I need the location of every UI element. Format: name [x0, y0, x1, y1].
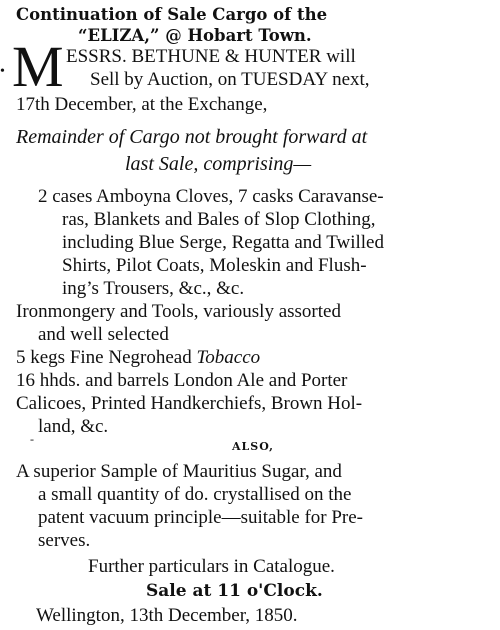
- subheading-line-2: last Sale, comprising—: [125, 153, 312, 175]
- intro-line-3: 17th December, at the Exchange,: [16, 94, 268, 115]
- item-line-10: Calicoes, Printed Handkerchiefs, Brown Hol-: [16, 393, 363, 414]
- item-line-8-italic: Tobacco: [196, 347, 261, 368]
- intro-line-1: ESSRS. BETHUNE & HUNTER will: [66, 46, 356, 67]
- sale-time: Sale at 11 o'Clock.: [146, 581, 323, 601]
- intro-line-2: Sell by Auction, on TUESDAY next,: [90, 69, 370, 90]
- heading-line-1: Continuation of Sale Cargo of the: [16, 5, 328, 24]
- also-line-3: patent vacuum principle—suitable for Pre-: [38, 507, 364, 528]
- also-line-4: serves.: [38, 530, 91, 551]
- further-particulars: Further particulars in Catalogue.: [88, 556, 335, 577]
- item-line-2: ras, Blankets and Bales of Slop Clothing,: [62, 209, 376, 230]
- also-label: ALSO,: [232, 440, 274, 453]
- item-line-8-text: 5 kegs Fine Negrohead: [16, 347, 192, 368]
- item-line-6: Ironmongery and Tools, variously assorted: [16, 301, 341, 322]
- item-line-11: land, &c.: [38, 416, 109, 437]
- margin-dash: -: [30, 432, 34, 446]
- item-line-5: ing’s Trousers, &c., &c.: [62, 278, 245, 299]
- item-line-8: [16, 347, 260, 369]
- item-line-7: and well selected: [38, 324, 169, 345]
- item-line-3: including Blue Serge, Regatta and Twilled: [62, 232, 384, 253]
- drop-cap: M: [12, 34, 64, 99]
- dateline: Wellington, 13th December, 1850.: [36, 605, 298, 626]
- also-line-2: a small quantity of do. crystallised on the: [38, 484, 352, 505]
- item-line-1: 2 cases Amboyna Cloves, 7 casks Caravanse-: [38, 186, 384, 207]
- item-line-9: 16 hhds. and barrels London Ale and Porter: [16, 370, 348, 391]
- item-line-4: Shirts, Pilot Coats, Moleskin and Flush-: [62, 255, 367, 276]
- subheading-line-1: Remainder of Cargo not brought forward at: [16, 126, 368, 148]
- margin-dot: •: [0, 64, 5, 79]
- also-line-1: A superior Sample of Mauritius Sugar, and: [16, 461, 342, 482]
- heading-line-2: “ELIZA,” @ Hobart Town.: [78, 26, 312, 45]
